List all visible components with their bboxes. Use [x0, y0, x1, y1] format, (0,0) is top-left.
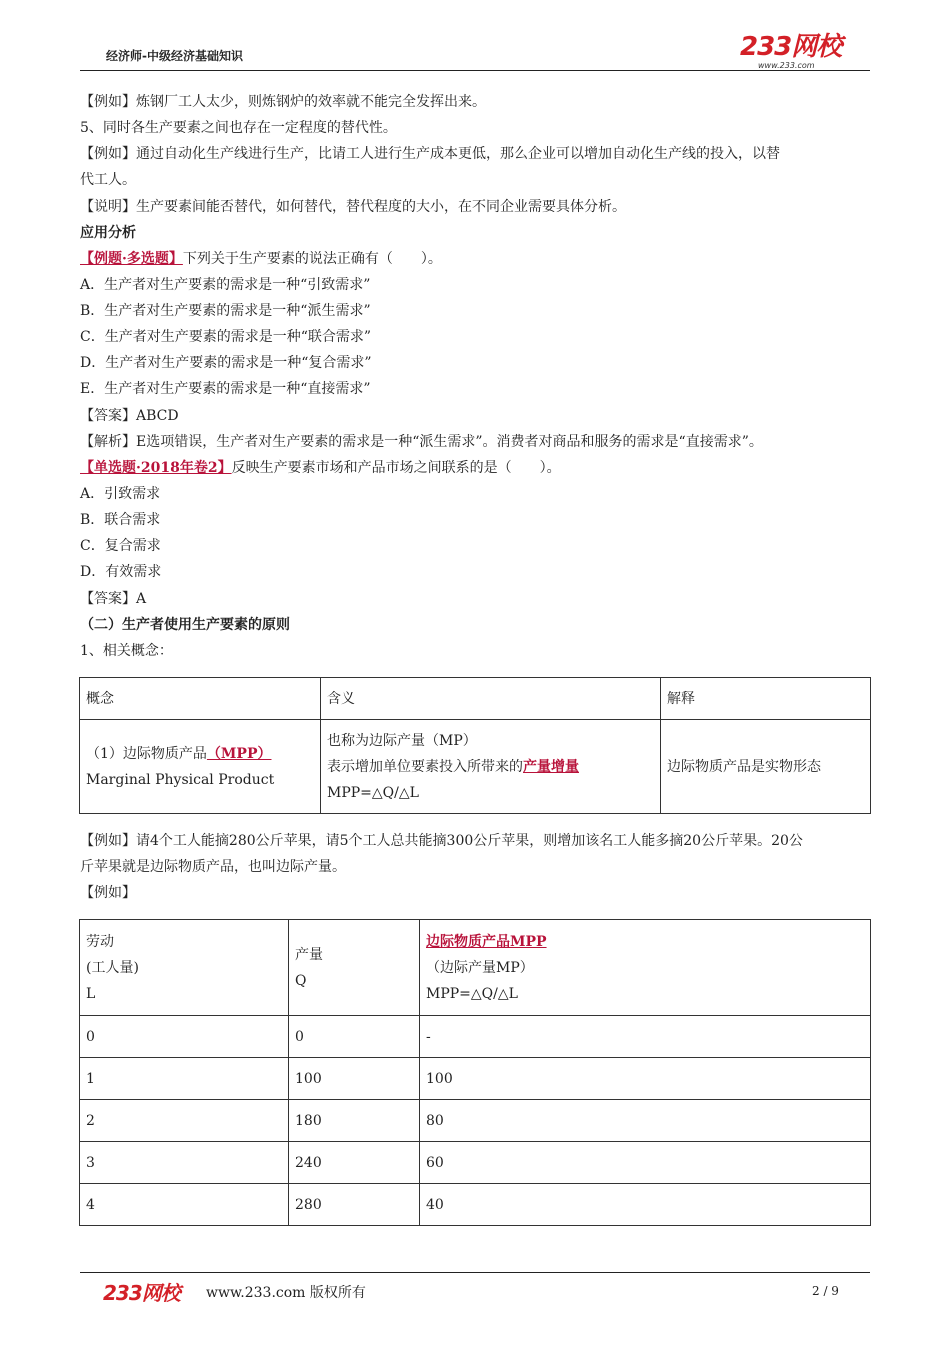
- table-header-cell: [289, 920, 420, 1016]
- table-cell: 280: [289, 1184, 420, 1226]
- option-e: E．生产者对生产要素的需求是一种“直接需求”: [80, 381, 371, 397]
- table-cell: 60: [420, 1142, 871, 1184]
- table-row: [80, 1184, 871, 1226]
- footer-copyright: www.233.com 版权所有: [206, 1285, 366, 1301]
- table-cell: 3: [80, 1142, 289, 1184]
- table-header-cell: 含义: [321, 678, 661, 720]
- option-b: B．联合需求: [80, 512, 161, 528]
- answer: 【答案】A: [80, 591, 147, 607]
- option-a: A．引致需求: [80, 486, 161, 502]
- table-header-row: [80, 920, 871, 1016]
- table-cell: 80: [420, 1100, 871, 1142]
- question-tag: 【单选题·2018年卷2】: [80, 460, 232, 476]
- brand-logo: [740, 33, 850, 73]
- concept-name: （1）边际物质产品: [86, 745, 207, 762]
- question-text: 反映生产要素市场和产品市场之间联系的是（ ）。: [231, 460, 561, 476]
- option-c: C．复合需求: [80, 538, 161, 554]
- logo-url: www.233.com: [758, 61, 815, 70]
- concept-table: [79, 677, 871, 814]
- table-cell: 0: [80, 1016, 289, 1058]
- footer-divider: [80, 1272, 870, 1273]
- option-c: C．生产者对生产要素的需求是一种“联合需求”: [80, 329, 372, 345]
- table-row: [80, 1016, 871, 1058]
- table-cell: 2: [80, 1100, 289, 1142]
- logo-text: 233网校: [740, 32, 842, 62]
- section-heading: 应用分析: [80, 225, 136, 241]
- table-header-cell: 解释: [661, 678, 871, 720]
- option-d: D．生产者对生产要素的需求是一种“复合需求”: [80, 355, 372, 371]
- page-number: 2 / 9: [812, 1284, 839, 1298]
- table-header-cell: [80, 920, 289, 1016]
- footer-logo: 233网校: [103, 1281, 180, 1305]
- text-line: 【例如】: [80, 885, 136, 901]
- option-a: A．生产者对生产要素的需求是一种“引致需求”: [80, 277, 371, 293]
- text-line: 【例如】炼钢厂工人太少，则炼钢炉的效率就不能完全发挥出来。: [80, 94, 486, 110]
- table-cell: 100: [289, 1058, 420, 1100]
- mpp-table: [79, 919, 871, 1226]
- header-line: （边际产量MP）: [426, 959, 534, 976]
- text-line: 【说明】生产要素间能否替代，如何替代，替代程度的大小，在不同企业需要具体分析。: [80, 199, 626, 215]
- header-line: (工人量): [86, 959, 139, 976]
- text-line: 【例如】通过自动化生产线进行生产，比请工人进行生产成本更低，那么企业可以增加自动化生产线的投入，以替: [80, 146, 780, 162]
- header-line: MPP=△Q/△L: [426, 985, 518, 1002]
- concept-english: Marginal Physical Product: [86, 771, 275, 788]
- table-header-row: [80, 678, 871, 720]
- text-line: 【例如】请4个工人能摘280公斤苹果，请5个工人总共能摘300公斤苹果，则增加该名工人能多摘20公斤苹果。20公: [80, 833, 803, 849]
- table-cell: 1: [80, 1058, 289, 1100]
- meaning-cell: [321, 720, 661, 814]
- answer: 【答案】ABCD: [80, 408, 179, 424]
- concept-abbr: （MPP）: [206, 745, 272, 762]
- header-line: Q: [295, 972, 307, 989]
- table-row: [80, 1100, 871, 1142]
- table-cell: 100: [420, 1058, 871, 1100]
- table-cell: 40: [420, 1184, 871, 1226]
- table-row: [80, 1058, 871, 1100]
- page-header-title: 经济师-中级经济基础知识: [106, 49, 243, 63]
- table-cell: 180: [289, 1100, 420, 1142]
- question-text: 下列关于生产要素的说法正确有（ ）。: [182, 251, 442, 267]
- section-heading: （二）生产者使用生产要素的原则: [80, 617, 290, 633]
- meaning-line: 表示增加单位要素投入所带来的: [327, 758, 523, 775]
- table-cell: -: [420, 1016, 871, 1058]
- table-row: [80, 1142, 871, 1184]
- table-header-cell: 概念: [80, 678, 321, 720]
- option-d: D．有效需求: [80, 564, 162, 580]
- meaning-line: 也称为边际产量（MP）: [327, 732, 477, 749]
- formula: MPP=△Q/△L: [327, 784, 419, 801]
- header-divider: [80, 70, 870, 71]
- text-line: 5、同时各生产要素之间也存在一定程度的替代性。: [80, 120, 397, 136]
- header-line: 劳动: [86, 933, 114, 950]
- header-line: L: [86, 985, 96, 1002]
- text-line: 斤苹果就是边际物质产品，也叫边际产量。: [80, 859, 346, 875]
- text-line: 代工人。: [80, 172, 136, 188]
- question-1-stem: [80, 251, 442, 267]
- explain-cell: 边际物质产品是实物形态: [661, 720, 871, 814]
- concept-cell: [80, 720, 321, 814]
- table-header-cell: [420, 920, 871, 1016]
- header-line: 边际物质产品MPP: [426, 933, 547, 950]
- question-tag: 【例题·多选题】: [80, 251, 183, 267]
- sub-heading: 1、相关概念：: [80, 643, 173, 659]
- explanation: 【解析】E选项错误，生产者对生产要素的需求是一种“派生需求”。消费者对商品和服务的需求是“直接需求”。: [80, 434, 763, 450]
- table-cell: 4: [80, 1184, 289, 1226]
- header-line: 产量: [295, 946, 323, 963]
- table-cell: 0: [289, 1016, 420, 1058]
- table-row: [80, 720, 871, 814]
- option-b: B．生产者对生产要素的需求是一种“派生需求”: [80, 303, 371, 319]
- highlight-term: 产量增量: [523, 758, 579, 775]
- question-2-stem: [80, 460, 561, 476]
- table-cell: 240: [289, 1142, 420, 1184]
